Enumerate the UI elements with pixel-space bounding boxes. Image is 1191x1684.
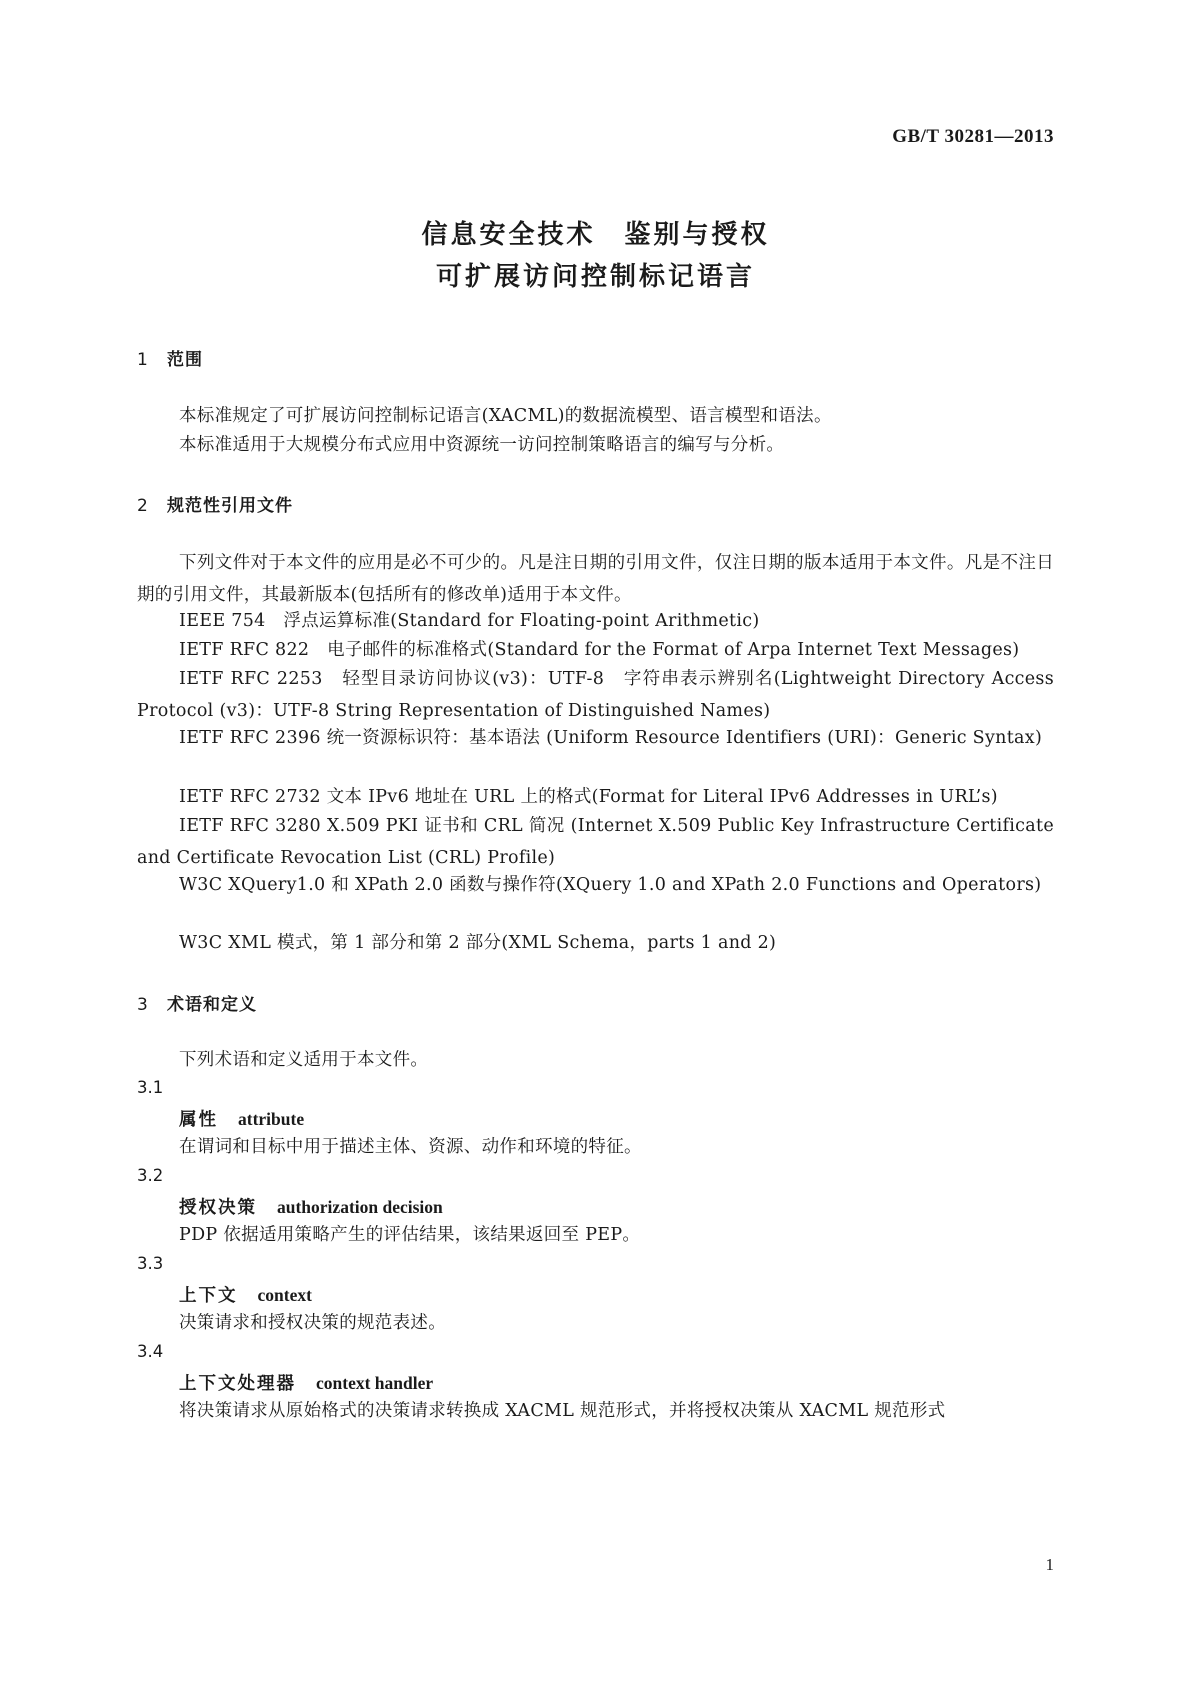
- section-number: 1: [137, 350, 149, 370]
- page-number: 1: [1045, 1555, 1054, 1574]
- standard-code: GB/T 30281—2013: [892, 126, 1054, 147]
- term-heading: [179, 1194, 443, 1219]
- term-definition: 在谓词和目标中用于描述主体、资源、动作和环境的特征。: [179, 1137, 642, 1157]
- term-english: attribute: [238, 1109, 305, 1129]
- reference-item: W3C XQuery1.0 和 XPath 2.0 函数与操作符(XQuery 1.0 and XPath 2.0 Functions and Operators): [179, 875, 1042, 895]
- section-2-heading: [137, 491, 293, 516]
- section-title: 术语和定义: [167, 995, 257, 1015]
- term-definition: 将决策请求从原始格式的决策请求转换成 XACML 规范形式，并将授权决策从 XACML 规范形式: [179, 1401, 946, 1421]
- section-title: 规范性引用文件: [167, 496, 293, 516]
- document-title-line1: 信息安全技术 鉴别与授权: [421, 220, 770, 250]
- term-number: 3.3: [137, 1254, 164, 1273]
- reference-item: IETF RFC 822 电子邮件的标准格式(Standard for the Format of Arpa Internet Text Messages): [179, 640, 1020, 660]
- section-number: 2: [137, 496, 149, 516]
- paragraph: 本标准适用于大规模分布式应用中资源统一访问控制策略语言的编写与分析。: [179, 435, 785, 455]
- reference-item: IETF RFC 3280 X.509 PKI 证书和 CRL 简况 (Internet X.509 Public Key Infrastructure Certificate and Certificate Revocation List (CRL) Profile): [137, 816, 1054, 868]
- section-number: 3: [137, 995, 149, 1015]
- paragraph: 本标准规定了可扩展访问控制标记语言(XACML)的数据流模型、语言模型和语法。: [179, 406, 832, 426]
- term-chinese: 上下文处理器: [179, 1374, 296, 1394]
- term-number: 3.2: [137, 1166, 164, 1185]
- term-chinese: 上下文: [179, 1286, 238, 1306]
- reference-item: IETF RFC 2732 文本 IPv6 地址在 URL 上的格式(Format for Literal IPv6 Addresses in URL’s): [179, 787, 998, 807]
- term-number: 3.4: [137, 1342, 164, 1361]
- term-definition: PDP 依据适用策略产生的评估结果，该结果返回至 PEP。: [179, 1225, 641, 1245]
- paragraph: 下列术语和定义适用于本文件。: [179, 1050, 429, 1070]
- reference-item: IEEE 754 浮点运算标准(Standard for Floating-point Arithmetic): [179, 611, 760, 631]
- term-heading: [179, 1106, 304, 1131]
- term-definition: 决策请求和授权决策的规范表述。: [179, 1313, 446, 1333]
- term-heading: [179, 1282, 312, 1307]
- section-3-heading: [137, 990, 257, 1015]
- term-chinese: 属性: [179, 1110, 218, 1130]
- reference-item: IETF RFC 2253 轻型目录访问协议(v3)：UTF-8 字符串表示辨别名(Lightweight Directory Access Protocol (v3)：UTF-8 String Representation of Distinguished Names): [137, 669, 1054, 721]
- term-english: context handler: [316, 1373, 434, 1393]
- term-heading: [179, 1370, 433, 1395]
- reference-item: IETF RFC 2396 统一资源标识符：基本语法 (Uniform Resource Identifiers (URI)：Generic Syntax): [179, 728, 1043, 748]
- section-title: 范围: [167, 350, 203, 370]
- section-1-heading: [137, 345, 203, 370]
- term-number: 3.1: [137, 1078, 164, 1097]
- reference-item: W3C XML 模式，第 1 部分和第 2 部分(XML Schema，parts 1 and 2): [179, 933, 777, 953]
- term-chinese: 授权决策: [179, 1198, 257, 1218]
- paragraph: 下列文件对于本文件的应用是必不可少的。凡是注日期的引用文件，仅注日期的版本适用于本文件。凡是不注日期的引用文件，其最新版本(包括所有的修改单)适用于本文件。: [137, 553, 1054, 605]
- term-english: authorization decision: [277, 1197, 443, 1217]
- term-english: context: [257, 1285, 312, 1305]
- document-title-line2: 可扩展访问控制标记语言: [435, 262, 755, 292]
